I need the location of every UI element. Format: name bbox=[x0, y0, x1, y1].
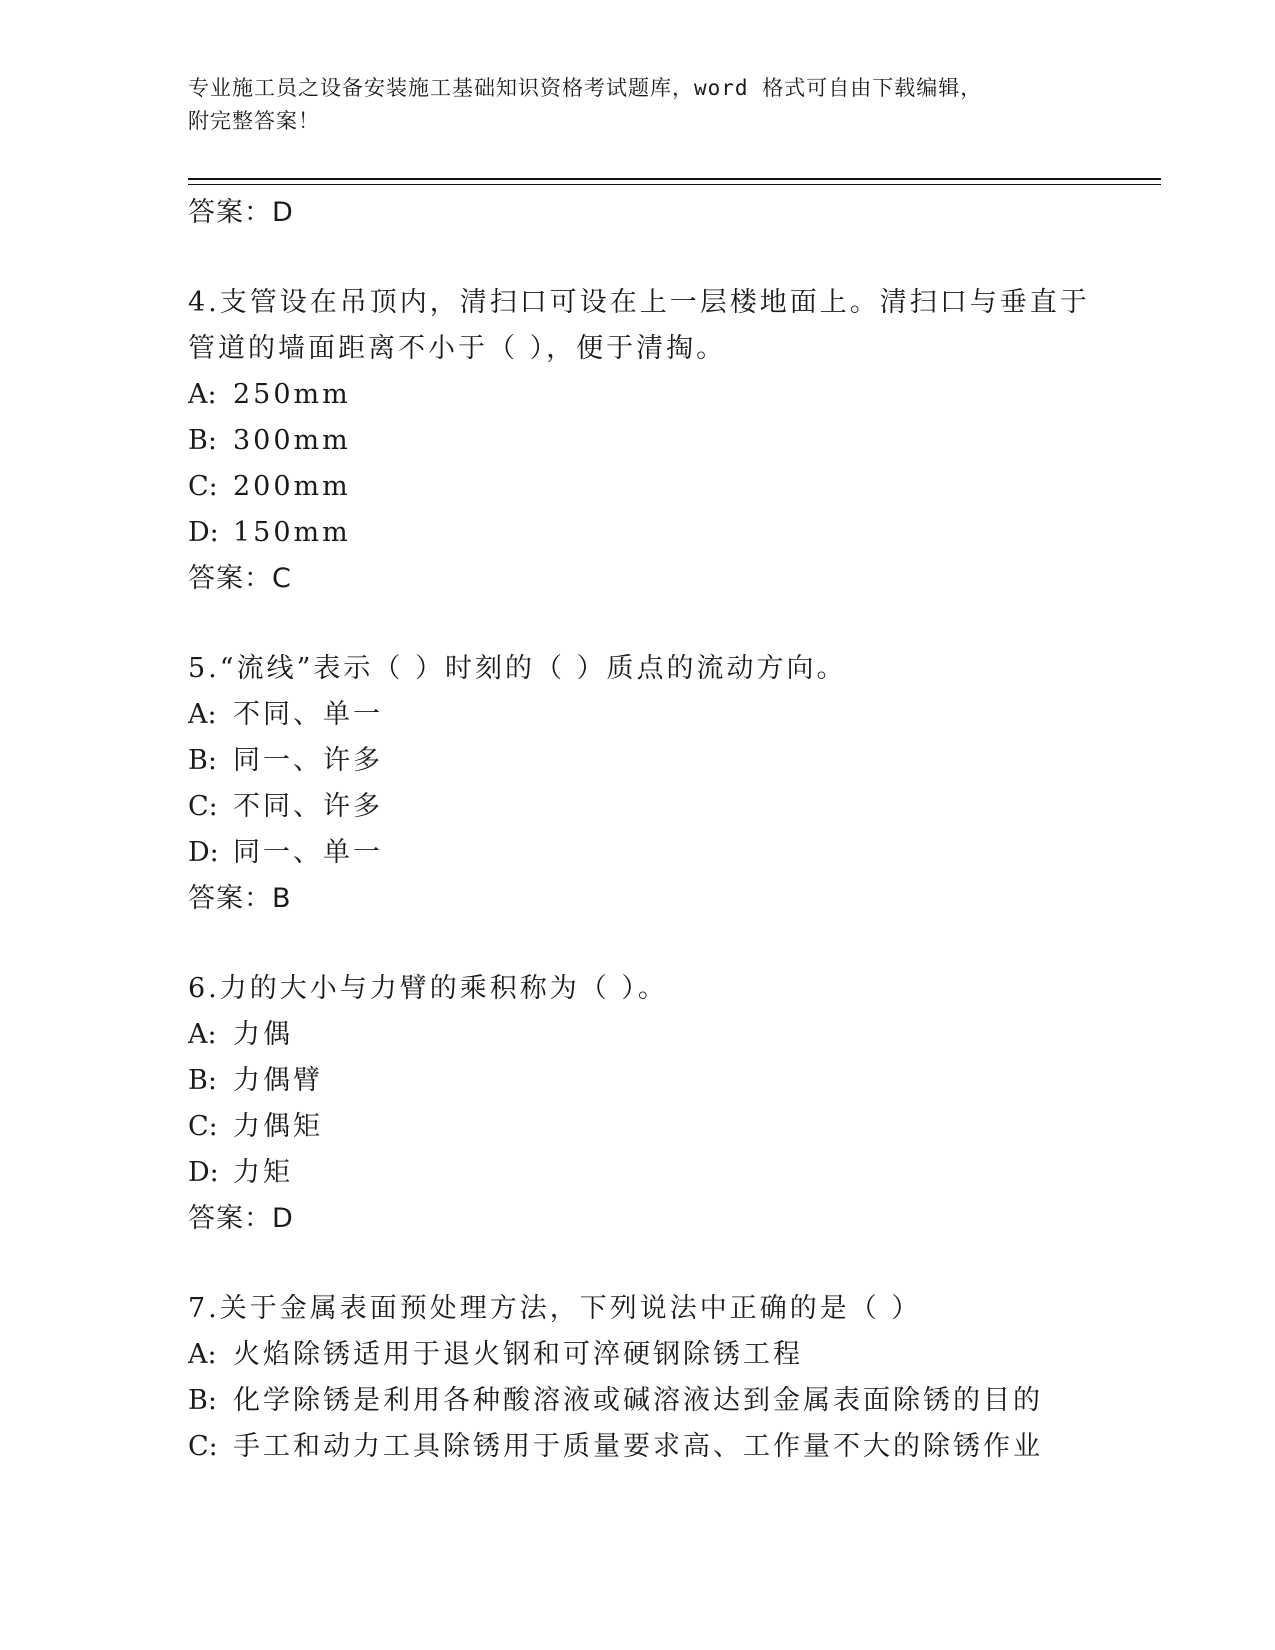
option-c bbox=[188, 1104, 1138, 1150]
option-text: 150mm bbox=[233, 517, 351, 548]
option-letter: B: bbox=[188, 425, 217, 456]
option-letter: A: bbox=[188, 379, 217, 410]
spacer bbox=[188, 602, 1138, 646]
option-text: 不同、许多 bbox=[233, 791, 383, 822]
option-b bbox=[188, 738, 1138, 784]
option-text: 化学除锈是利用各种酸溶液或碱溶液达到金属表面除锈的目的 bbox=[233, 1385, 1043, 1416]
question-item bbox=[188, 280, 1138, 602]
question-stem-line: 6.力的大小与力臂的乘积称为（ ）。 bbox=[188, 973, 668, 1004]
question-stem-line: 管道的墙面距离不小于（ ），便于清掏。 bbox=[188, 333, 727, 364]
question-list bbox=[188, 190, 1138, 1470]
option-b bbox=[188, 1378, 1138, 1424]
question-stem bbox=[188, 646, 1138, 692]
option-c bbox=[188, 1424, 1138, 1470]
option-c bbox=[188, 464, 1138, 510]
header-line-2: 附完整答案！ bbox=[188, 109, 320, 133]
option-letter: D: bbox=[188, 837, 219, 868]
question-stem-line: 7.关于金属表面预处理方法，下列说法中正确的是（ ） bbox=[188, 1293, 922, 1324]
option-text: 力偶矩 bbox=[233, 1111, 323, 1142]
question-stem-line: 4.支管设在吊顶内，清扫口可设在上一层楼地面上。清扫口与垂直于 bbox=[188, 287, 1090, 318]
spacer bbox=[188, 922, 1138, 966]
document-header bbox=[188, 72, 1088, 138]
question-stem bbox=[188, 966, 1138, 1012]
option-text: 手工和动力工具除锈用于质量要求高、工作量不大的除锈作业 bbox=[233, 1431, 1043, 1462]
header-rule-thin bbox=[188, 184, 1161, 185]
option-letter: C: bbox=[188, 791, 218, 822]
option-a bbox=[188, 372, 1138, 418]
header-rule-thick bbox=[188, 178, 1161, 180]
answer-label: 答案：B bbox=[188, 883, 292, 914]
option-letter: B: bbox=[188, 1385, 217, 1416]
option-text: 同一、单一 bbox=[233, 837, 383, 868]
question-stem bbox=[188, 1286, 1138, 1332]
option-text: 火焰除锈适用于退火钢和可淬硬钢除锈工程 bbox=[233, 1339, 803, 1370]
option-letter: A: bbox=[188, 1339, 217, 1370]
option-d bbox=[188, 510, 1138, 556]
answer-label: 答案：D bbox=[188, 197, 294, 228]
option-letter: A: bbox=[188, 1019, 217, 1050]
spacer bbox=[188, 236, 1138, 280]
option-letter: C: bbox=[188, 1111, 218, 1142]
option-text: 同一、许多 bbox=[233, 745, 383, 776]
option-letter: A: bbox=[188, 699, 217, 730]
option-a bbox=[188, 1332, 1138, 1378]
answer-label: 答案：C bbox=[188, 563, 292, 594]
option-a bbox=[188, 692, 1138, 738]
question-item bbox=[188, 1286, 1138, 1470]
question-stem-line: 5.“流线”表示（ ）时刻的（ ）质点的流动方向。 bbox=[188, 653, 847, 684]
answer-label: 答案：D bbox=[188, 1203, 294, 1234]
option-text: 200mm bbox=[233, 471, 351, 502]
question-item bbox=[188, 646, 1138, 922]
question-stem bbox=[188, 280, 1138, 372]
option-text: 力矩 bbox=[233, 1157, 293, 1188]
option-letter: C: bbox=[188, 1431, 218, 1462]
option-letter: B: bbox=[188, 745, 217, 776]
option-d bbox=[188, 830, 1138, 876]
option-d bbox=[188, 1150, 1138, 1196]
option-b bbox=[188, 1058, 1138, 1104]
header-line-1: 专业施工员之设备安装施工基础知识资格考试题库，word 格式可自由下载编辑， bbox=[188, 76, 983, 100]
option-text: 不同、单一 bbox=[233, 699, 383, 730]
option-letter: D: bbox=[188, 1157, 219, 1188]
option-letter: D: bbox=[188, 517, 219, 548]
question-item bbox=[188, 966, 1138, 1242]
option-letter: B: bbox=[188, 1065, 217, 1096]
option-text: 300mm bbox=[233, 425, 351, 456]
option-a bbox=[188, 1012, 1138, 1058]
spacer bbox=[188, 1242, 1138, 1286]
option-text: 力偶臂 bbox=[233, 1065, 323, 1096]
option-text: 250mm bbox=[233, 379, 351, 410]
option-c bbox=[188, 784, 1138, 830]
option-letter: C: bbox=[188, 471, 218, 502]
option-b bbox=[188, 418, 1138, 464]
option-text: 力偶 bbox=[233, 1019, 293, 1050]
